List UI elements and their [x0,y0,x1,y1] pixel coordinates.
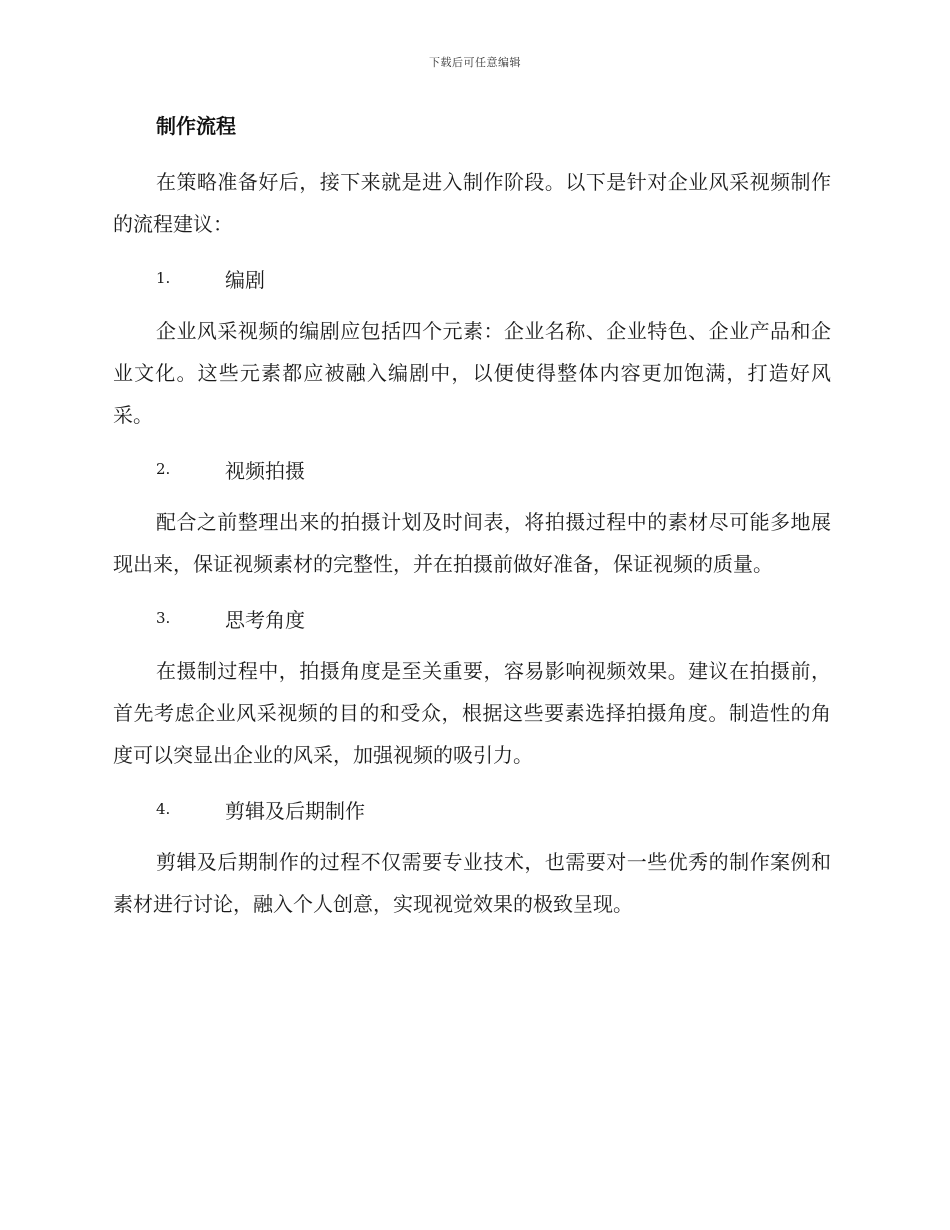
step-number: 2. [156,460,171,478]
step-number: 3. [156,609,171,627]
step-heading-3 [113,597,831,639]
step-label: 编剧 [225,267,265,292]
step-number: 4. [156,800,171,818]
step-label: 视频拍摄 [225,458,305,483]
intro-paragraph: 在策略准备好后，接下来就是进入制作阶段。以下是针对企业风采视频制作的流程建议： [113,170,831,236]
step-paragraph-1: 企业风采视频的编剧应包括四个元素：企业名称、企业特色、企业产品和企业文化。这些元素都应被融入编剧中，以便使得整体内容更加饱满，打造好风采。 [113,319,831,427]
section-title: 制作流程 [156,114,236,138]
step-label: 思考角度 [225,607,305,632]
step-heading-2 [113,448,831,490]
step-heading-4 [113,788,831,830]
step-paragraph-2: 配合之前整理出来的拍摄计划及时间表，将拍摄过程中的素材尽可能多地展现出来，保证视频素材的完整性，并在拍摄前做好准备，保证视频的质量。 [113,510,831,576]
step-heading-1 [113,257,831,299]
step-number: 1. [156,269,171,287]
step-paragraph-3: 在摄制过程中，拍摄角度是至关重要，容易影响视频效果。建议在拍摄前，首先考虑企业风采视频的目的和受众，根据这些要素选择拍摄角度。制造性的角度可以突显出企业的风采，加强视频的吸引力。 [113,659,831,767]
document-body [113,108,831,925]
step-paragraph-4: 剪辑及后期制作的过程不仅需要专业技术，也需要对一些优秀的制作案例和素材进行讨论，融入个人创意，实现视觉效果的极致呈现。 [113,850,831,916]
header-note: 下载后可任意编辑 [429,56,521,69]
step-label: 剪辑及后期制作 [225,798,365,823]
